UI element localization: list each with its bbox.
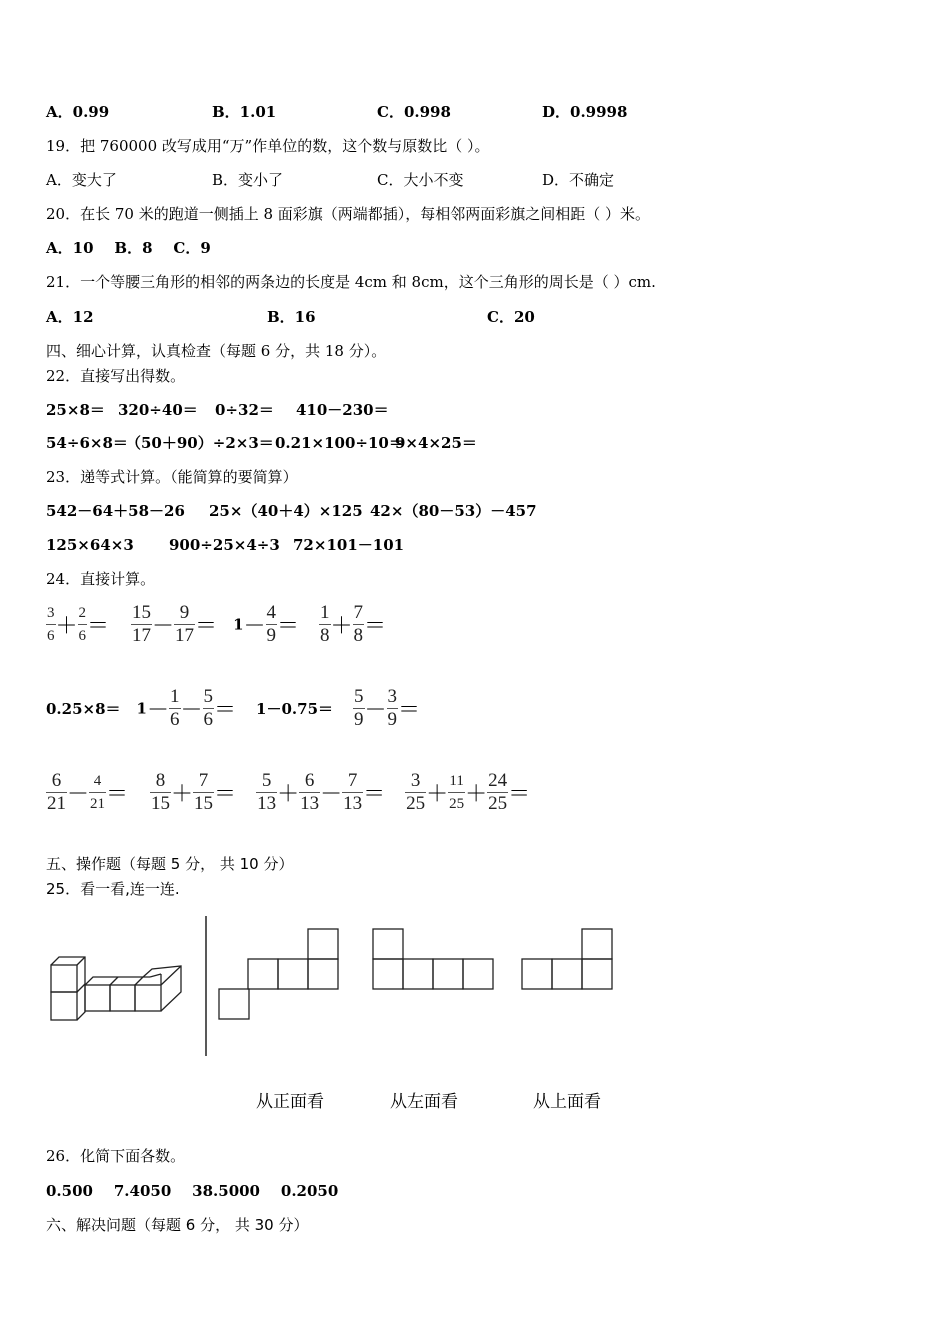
q21-option-b: B．16 <box>267 308 316 326</box>
q23-item: 25×（40＋4）×125 <box>209 502 363 520</box>
fraction: $\frac{3}{25}$ <box>406 770 426 814</box>
q20-stem: 20．在长 70 米的跑道一侧插上 8 面彩旗（两端都插），每相邻两面彩旗之间相距（ ）米。 <box>46 205 651 223</box>
q21-option-c: C．20 <box>487 308 535 326</box>
q22-stem: 22．直接写出得数。 <box>46 367 186 385</box>
fraction: $\frac{8}{15}$ <box>151 770 171 814</box>
fraction: $\frac{5}{13}$ <box>257 770 277 814</box>
fraction: $\frac{6}{21}$ <box>47 770 66 814</box>
fraction: $\frac{24}{25}$ <box>488 770 508 814</box>
q22-item: （50＋90）÷2×3＝ <box>126 434 274 452</box>
q19-option-d: D．不确定 <box>542 171 615 189</box>
q23-item: 542－64＋58－26 <box>46 502 185 520</box>
q21-option-a: A．12 <box>46 308 94 326</box>
q24-row-3: $\frac{6}{21}$ － $\frac{4}{21}$ ＝ $\frac{8}{15}$ ＋ $\frac{7}{15}$ ＝ $\frac{5}{13}$ ＋ $\frac{6}{13}$ － $\frac{7}{13}$ ＝ $\frac{3}{25}$ ＋ $\frac{11}{25}$ ＋ $\frac{24}{25}$ ＝ <box>47 770 531 814</box>
fraction: $\frac{9}{17}$ <box>175 602 195 646</box>
q23-stem: 23．递等式计算。（能简算的要简算） <box>46 468 298 486</box>
q22-item: 0.21×100÷10＝ <box>275 434 404 452</box>
section-5-title: 五、操作题（每题 5 分， 共 10 分） <box>46 855 294 873</box>
fraction: $\frac{4}{21}$ <box>89 770 106 815</box>
q18-option-b: B．1.01 <box>212 103 277 121</box>
caption-left-view: 从左面看 <box>390 1092 458 1112</box>
fraction: $\frac{5}{9}$ <box>354 686 364 730</box>
fraction: $\frac{7}{13}$ <box>343 770 363 814</box>
q25-stem: 25．看一看,连一连. <box>46 880 180 898</box>
q22-item: 320÷40＝ <box>118 401 198 419</box>
fraction: $\frac{1}{6}$ <box>170 686 180 730</box>
q21-stem: 21．一个等腰三角形的相邻的两条边的长度是 4cm 和 8cm，这个三角形的周长是（ ）cm. <box>46 273 656 291</box>
q23-item: 72×101－101 <box>293 536 405 554</box>
fraction: $\frac{15}{17}$ <box>132 602 152 646</box>
view-shapes <box>219 929 612 1019</box>
q24-row-1: $\frac{3}{6}$ ＋ $\frac{2}{6}$ ＝ $\frac{15}{17}$ － $\frac{9}{17}$ ＝ 1－ $\frac{4}{9}$ ＝ $\frac{1}{8}$ ＋ $\frac{7}{8}$ ＝ <box>47 602 387 646</box>
q18-option-d: D．0.9998 <box>542 103 628 121</box>
q19-option-b: B．变小了 <box>212 171 284 189</box>
q22-item: 410－230＝ <box>296 401 389 419</box>
section-4-title: 四、细心计算，认真检查（每题 6 分，共 18 分）。 <box>46 342 387 360</box>
q19-stem: 19．把 760000 改写成用“万”作单位的数，这个数与原数比（ ）。 <box>46 137 490 155</box>
section-6-title: 六、解决问题（每题 6 分， 共 30 分） <box>46 1216 309 1234</box>
fraction: $\frac{2}{6}$ <box>78 602 88 647</box>
fraction: $\frac{1}{8}$ <box>320 602 330 646</box>
q26-stem: 26．化简下面各数。 <box>46 1147 186 1165</box>
fraction: $\frac{7}{15}$ <box>194 770 214 814</box>
q19-option-a: A．变大了 <box>46 171 117 189</box>
caption-top-view: 从上面看 <box>533 1092 601 1112</box>
q18-option-c: C．0.998 <box>377 103 451 121</box>
q23-item: 125×64×3 <box>46 536 134 554</box>
fraction: $\frac{7}{8}$ <box>353 602 364 646</box>
q19-option-c: C．大小不变 <box>377 171 464 189</box>
q23-item: 900÷25×4÷3 <box>169 536 280 554</box>
q25-figure <box>40 908 660 1068</box>
q24-stem: 24．直接计算。 <box>46 570 156 588</box>
q22-item: 9×4×25＝ <box>395 434 477 452</box>
q22-item: 0÷32＝ <box>215 401 274 419</box>
q20-options: A．10 B．8 C．9 <box>46 239 211 257</box>
q22-item: 54÷6×8＝ <box>46 434 128 452</box>
q24-row-2: 0.25×8＝ 1－ $\frac{1}{6}$ － $\frac{5}{6}$ ＝ 1－0.75＝ $\frac{5}{9}$ － $\frac{3}{9}$ ＝ <box>46 686 421 730</box>
q26-values: 0.500 7.4050 38.5000 0.2050 <box>46 1182 339 1200</box>
fraction: $\frac{11}{25}$ <box>448 770 465 815</box>
caption-front-view: 从正面看 <box>256 1092 324 1112</box>
fraction: $\frac{5}{6}$ <box>203 686 214 730</box>
cube-solid-drawing <box>51 957 181 1020</box>
fraction: $\frac{3}{9}$ <box>387 686 398 730</box>
fraction: $\frac{6}{13}$ <box>300 770 320 814</box>
q23-item: 42×（80－53）－457 <box>370 502 537 520</box>
fraction: $\frac{3}{6}$ <box>46 602 56 647</box>
q22-item: 25×8＝ <box>46 401 105 419</box>
q18-option-a: A．0.99 <box>46 103 110 121</box>
fraction: $\frac{4}{9}$ <box>266 602 277 646</box>
